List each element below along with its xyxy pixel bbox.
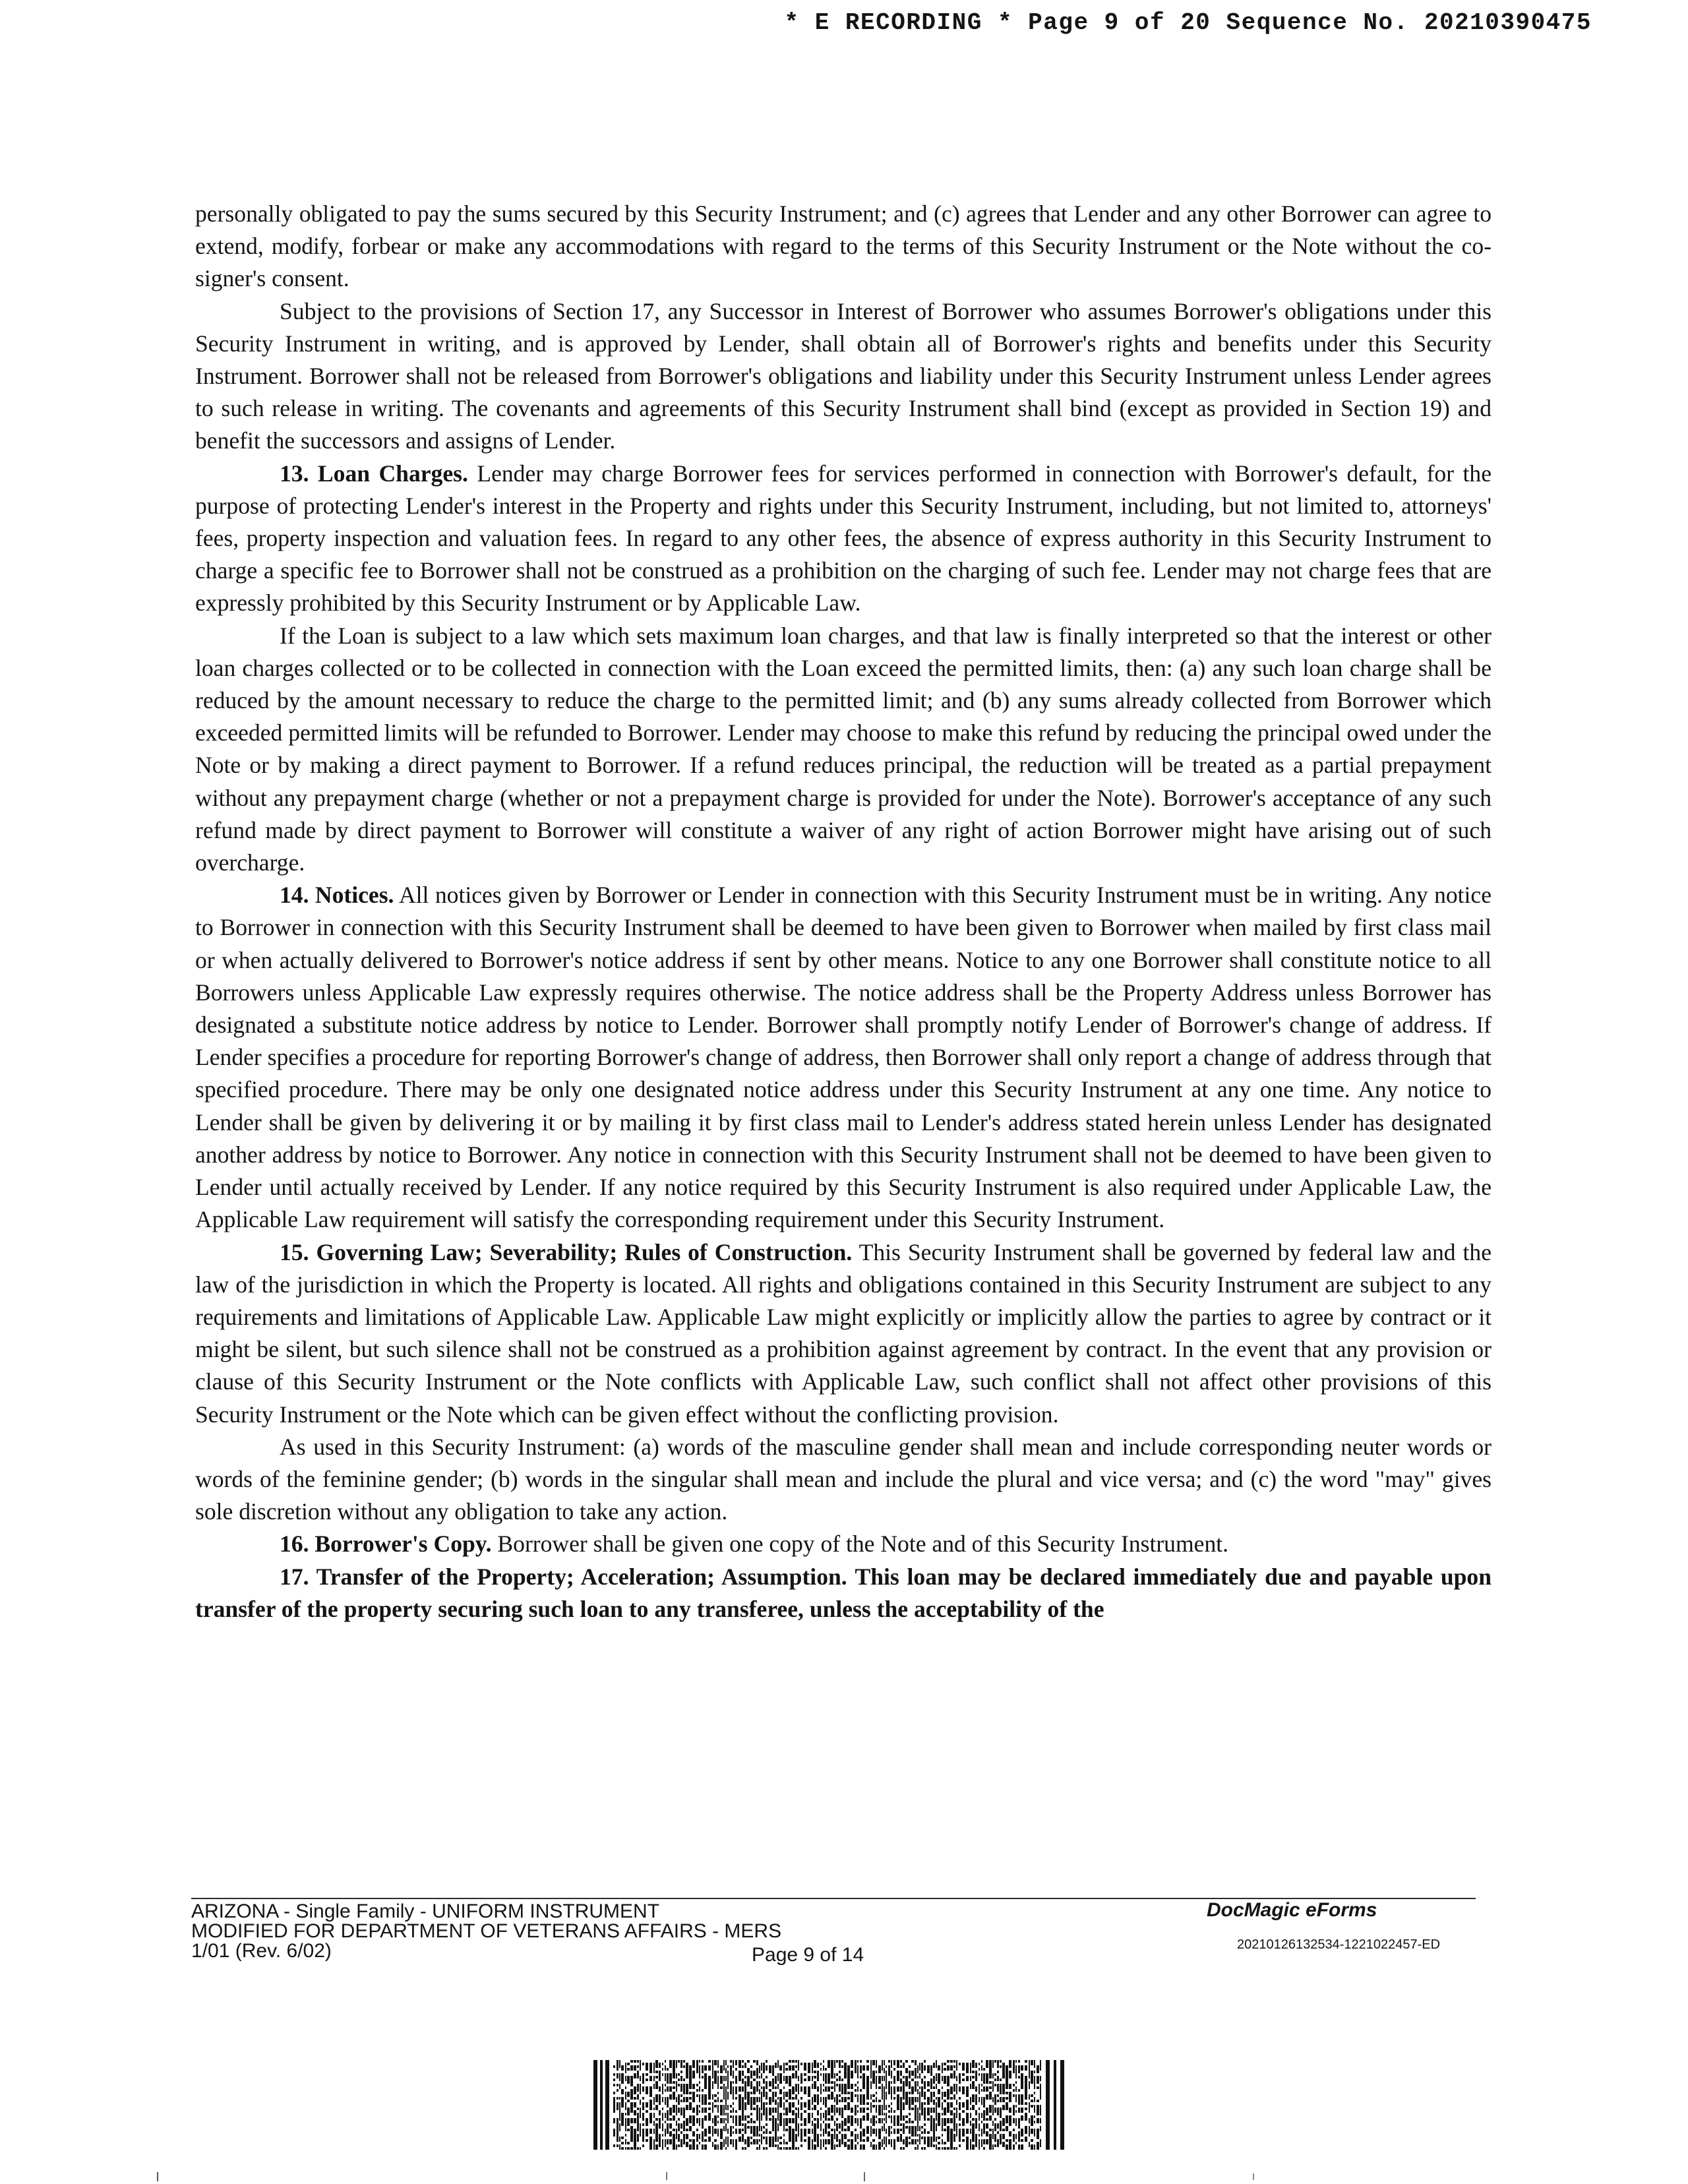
section-13: [195, 458, 1492, 620]
section-15: [195, 1236, 1492, 1431]
section-17-heading: 17. Transfer of the Property; Acceleration; Assumption.: [280, 1563, 847, 1590]
section-16: [195, 1528, 1492, 1560]
footer-line-1: ARIZONA - Single Family - UNIFORM INSTRUMENT: [191, 1900, 660, 1922]
footer-form-info: [191, 1902, 781, 1961]
section-14: [195, 879, 1492, 1236]
section-14-heading: 14. Notices.: [280, 882, 394, 909]
footer-page-number: Page 9 of 14: [752, 1944, 864, 1966]
section-15-paragraph-2: As used in this Security Instrument: (a) words of the masculine gender shall mean and include corresponding neuter words or words of the feminine gender; (b) words in the singular shall mean and include the plural and vice versa; and (c) the word "may" gives sole discretion without any obligation to take any action.: [195, 1433, 1492, 1525]
section-16-text: Borrower shall be given one copy of the Note and of this Security Instrument.: [497, 1531, 1229, 1558]
barcode-image: [593, 2060, 1068, 2150]
recording-header: * E RECORDING * Page 9 of 20 Sequence No. 20210390475: [784, 9, 1592, 36]
section-13-heading: 13. Loan Charges.: [280, 460, 468, 487]
section-13-paragraph-2: If the Loan is subject to a law which sets maximum loan charges, and that law is finally interpreted so that the interest or other loan charges collected or to be collected in connection with the Loan exceed the permitted limits, then: (a) any such loan charge shall be reduced by the amount necessary to reduce the charge to the permitted limit; and (b) any sums already collected from Borrower which exceeded permitted limits will be refunded to Borrower. Lender may choose to make this refund by reducing the principal owed under the Note or by making a direct payment to Borrower. If a refund reduces principal, the reduction will be treated as a partial prepayment without any prepayment charge (whether or not a prepayment charge is provided for under the Note). Borrower's acceptance of any such refund made by direct payment to Borrower will constitute a waiver of any right of action Borrower might have arising out of such overcharge.: [195, 622, 1492, 876]
scan-edge-marks: [0, 2169, 1688, 2183]
footer-document-code: 20210126132534-1221022457-ED: [1237, 1937, 1441, 1952]
section-17-text: This loan may be declared immediately due and payable upon transfer of the property securing such loan to any transferee, unless the acceptability of the: [195, 1563, 1492, 1622]
section-15-heading: 15. Governing Law; Severability; Rules of Construction.: [280, 1238, 853, 1265]
paragraph-successors: Subject to the provisions of Section 17, any Successor in Interest of Borrower who assumes Borrower's obligations under this Security Instrument in writing, and is approved by Lender, shall obtain all of Borrower's rights and benefits under this Security Instrument. Borrower shall not be released from Borrower's obligations and liability under this Security Instrument unless Lender agrees to such release in writing. The covenants and agreements of this Security Instrument shall bind (except as provided in Section 19) and benefit the successors and assigns of Lender.: [195, 297, 1492, 454]
section-15-text: This Security Instrument shall be governed by federal law and the law of the jurisdiction in which the Property is located. All rights and obligations contained in this Security Instrument are subject to any requirements and limitations of Applicable Law. Applicable Law might explicitly or implicitly allow the parties to agree by contract or it might be silent, but such silence shall not be construed as a prohibition against agreement by contract. In the event that any provision or clause of this Security Instrument or the Note conflicts with Applicable Law, such conflict shall not affect other provisions of this Security Instrument or the Note which can be given effect without the conflicting provision.: [195, 1238, 1492, 1428]
document-body: [195, 198, 1492, 1625]
footer-brand: DocMagic eForms: [1207, 1899, 1377, 1921]
paragraph-cosigner-continuation: personally obligated to pay the sums secured by this Security Instrument; and (c) agrees that Lender and any other Borrower can agree to extend, modify, forbear or make any accommodations with regard to the terms of this Security Instrument or the Note without the co-signer's consent.: [195, 200, 1492, 292]
section-17: [195, 1561, 1492, 1625]
section-13-text: Lender may charge Borrower fees for services performed in connection with Borrower's default, for the purpose of protecting Lender's interest in the Property and rights under this Security Instrument, including, but not limited to, attorneys' fees, property inspection and valuation fees. In regard to any other fees, the absence of express authority in this Security Instrument to charge a specific fee to Borrower shall not be construed as a prohibition on the charging of such fee. Lender may not charge fees that are expressly prohibited by this Security Instrument or by Applicable Law.: [195, 460, 1492, 617]
footer-line-3: 1/01 (Rev. 6/02): [191, 1940, 332, 1962]
section-14-text: All notices given by Borrower or Lender in connection with this Security Instrument must be in writing. Any notice to Borrower in connection with this Security Instrument shall be deemed to have been given to Borrower when mailed by first class mail or when actually delivered to Borrower's notice address if sent by other means. Notice to any one Borrower shall constitute notice to all Borrowers unless Applicable Law expressly requires otherwise. The notice address shall be the Property Address unless Borrower has designated a substitute notice address by notice to Lender. Borrower shall promptly notify Lender of Borrower's change of address. If Lender specifies a procedure for reporting Borrower's change of address, then Borrower shall only report a change of address through that specified procedure. There may be only one designated notice address under this Security Instrument at any one time. Any notice to Lender shall be given by delivering it or by mailing it by first class mail to Lender's address stated herein unless Lender has designated another address by notice to Borrower. Any notice in connection with this Security Instrument shall not be deemed to have been given to Lender until actually received by Lender. If any notice required by this Security Instrument is also required under Applicable Law, the Applicable Law requirement will satisfy the corresponding requirement under this Security Instrument.: [195, 882, 1492, 1233]
section-16-heading: 16. Borrower's Copy.: [280, 1531, 492, 1558]
footer-line-2: MODIFIED FOR DEPARTMENT OF VETERANS AFFAIRS - MERS: [191, 1920, 782, 1942]
